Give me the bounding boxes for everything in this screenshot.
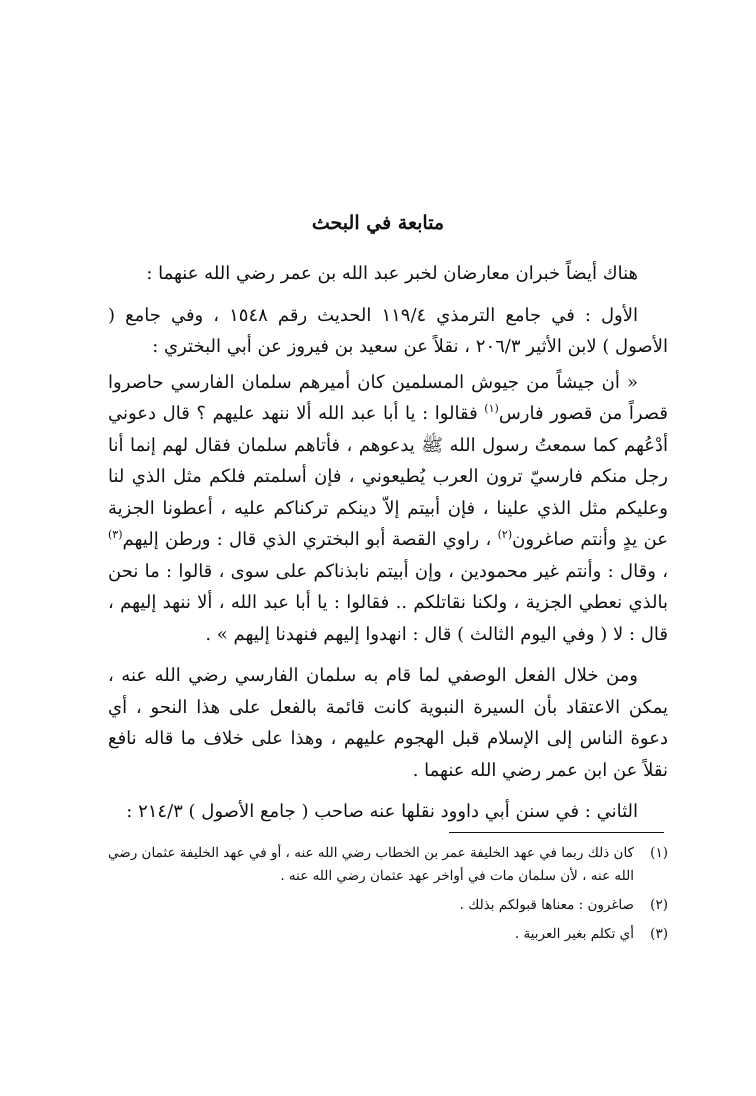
main-body — [108, 258, 668, 832]
footnote-ref-1: (١) — [484, 402, 499, 415]
narration-part-b: فقالوا : يا أبا عبد الله ألا ننهد عليهم ؟ قال دعوني أدْعُهم كما سمعتُ رسول الله ﷺ يدعوهم ، فأتاهم سلمان فقال لهم إنما أنا رجل منكم فارسيّ ترون العرب يُطيعوني ، فإن أسلمتم فلكم مثل الذي لنا وعليكم مثل الذي علينا ، فإن أبيتم إلاّ دينكم تركناكم عليه ، أعطونا الجزية عن يدٍ وأنتم صاغرون — [108, 403, 668, 550]
footnote-text: صاغرون : معناها قبولكم بذلك . — [459, 897, 634, 913]
narration-part-d: ، وقال : وأنتم غير محمودين ، وإن أبيتم نابذناكم على سوى ، قالوا : ما نحن بالذي نعطي الجزية ، ولكنا نقاتلكم .. فقالوا : يا أبا عبد الله ، ألا ننهد إليهم ، قال : لا ( وفي اليوم الثالث ) قال : انهدوا إليهم فنهدنا إليهم » . — [108, 560, 668, 645]
narration-part-a: « أن جيشاً من جيوش المسلمين كان أميرهم سلمان الفارسي حاصروا قصراً من قصور فارس — [108, 371, 668, 424]
footnote-ref-3: (٣) — [108, 528, 123, 541]
footnote-ref-2: (٢) — [497, 528, 513, 541]
footnotes-section — [108, 842, 668, 952]
section-heading: متابعة في البحث — [311, 212, 445, 234]
footnote-text: كان ذلك ربما في عهد الخليفة عمر بن الخطاب رضي الله عنه ، أو في عهد الخليفة عثمان رضي الله عنه ، لأن سلمان مات في أواخر عهد عثمان رضي الله عنه . — [108, 845, 634, 884]
footnote-item — [108, 923, 668, 946]
second-report-paragraph: الثاني : في سنن أبي داوود نقلها عنه صاحب ( جامع الأصول ) ٢١٤/٣ : — [126, 801, 638, 822]
analysis-paragraph: ومن خلال الفعل الوصفي لما قام به سلمان الفارسي رضي الله عنه ، يمكن الاعتقاد بأن السيرة النبوية كانت قائمة بالفعل على هذا النحو ، أي دعوة الناس إلى الإسلام قبل الهجوم عليهم ، وهذا على خلاف ما قاله نافع نقلاً عن ابن عمر رضي الله عنهما . — [108, 665, 668, 781]
footnote-number: (١) — [650, 845, 668, 861]
narration-part-c: ، راوي القصة أبو البختري الذي قال : ورطن إليهم — [122, 529, 498, 550]
first-report-paragraph: الأول : في جامع الترمذي ١١٩/٤ الحديث رقم ١٥٤٨ ، وفي جامع ( الأصول ) لابن الأثير ٢٠٦/٣ ، نقلاً عن سعيد بن فيروز عن أبي البختري : — [108, 304, 668, 357]
intro-paragraph: هناك أيضاً خبران معارضان لخبر عبد الله بن عمر رضي الله عنهما : — [146, 263, 638, 284]
footnote-number: (٢) — [650, 897, 668, 913]
footnote-text: أي تكلم بغير العربية . — [514, 926, 634, 942]
quoted-narration-paragraph — [108, 367, 668, 651]
footnote-divider — [449, 832, 664, 833]
footnote-item — [108, 894, 668, 917]
footnote-number: (٣) — [650, 926, 668, 942]
footnote-item — [108, 842, 668, 888]
